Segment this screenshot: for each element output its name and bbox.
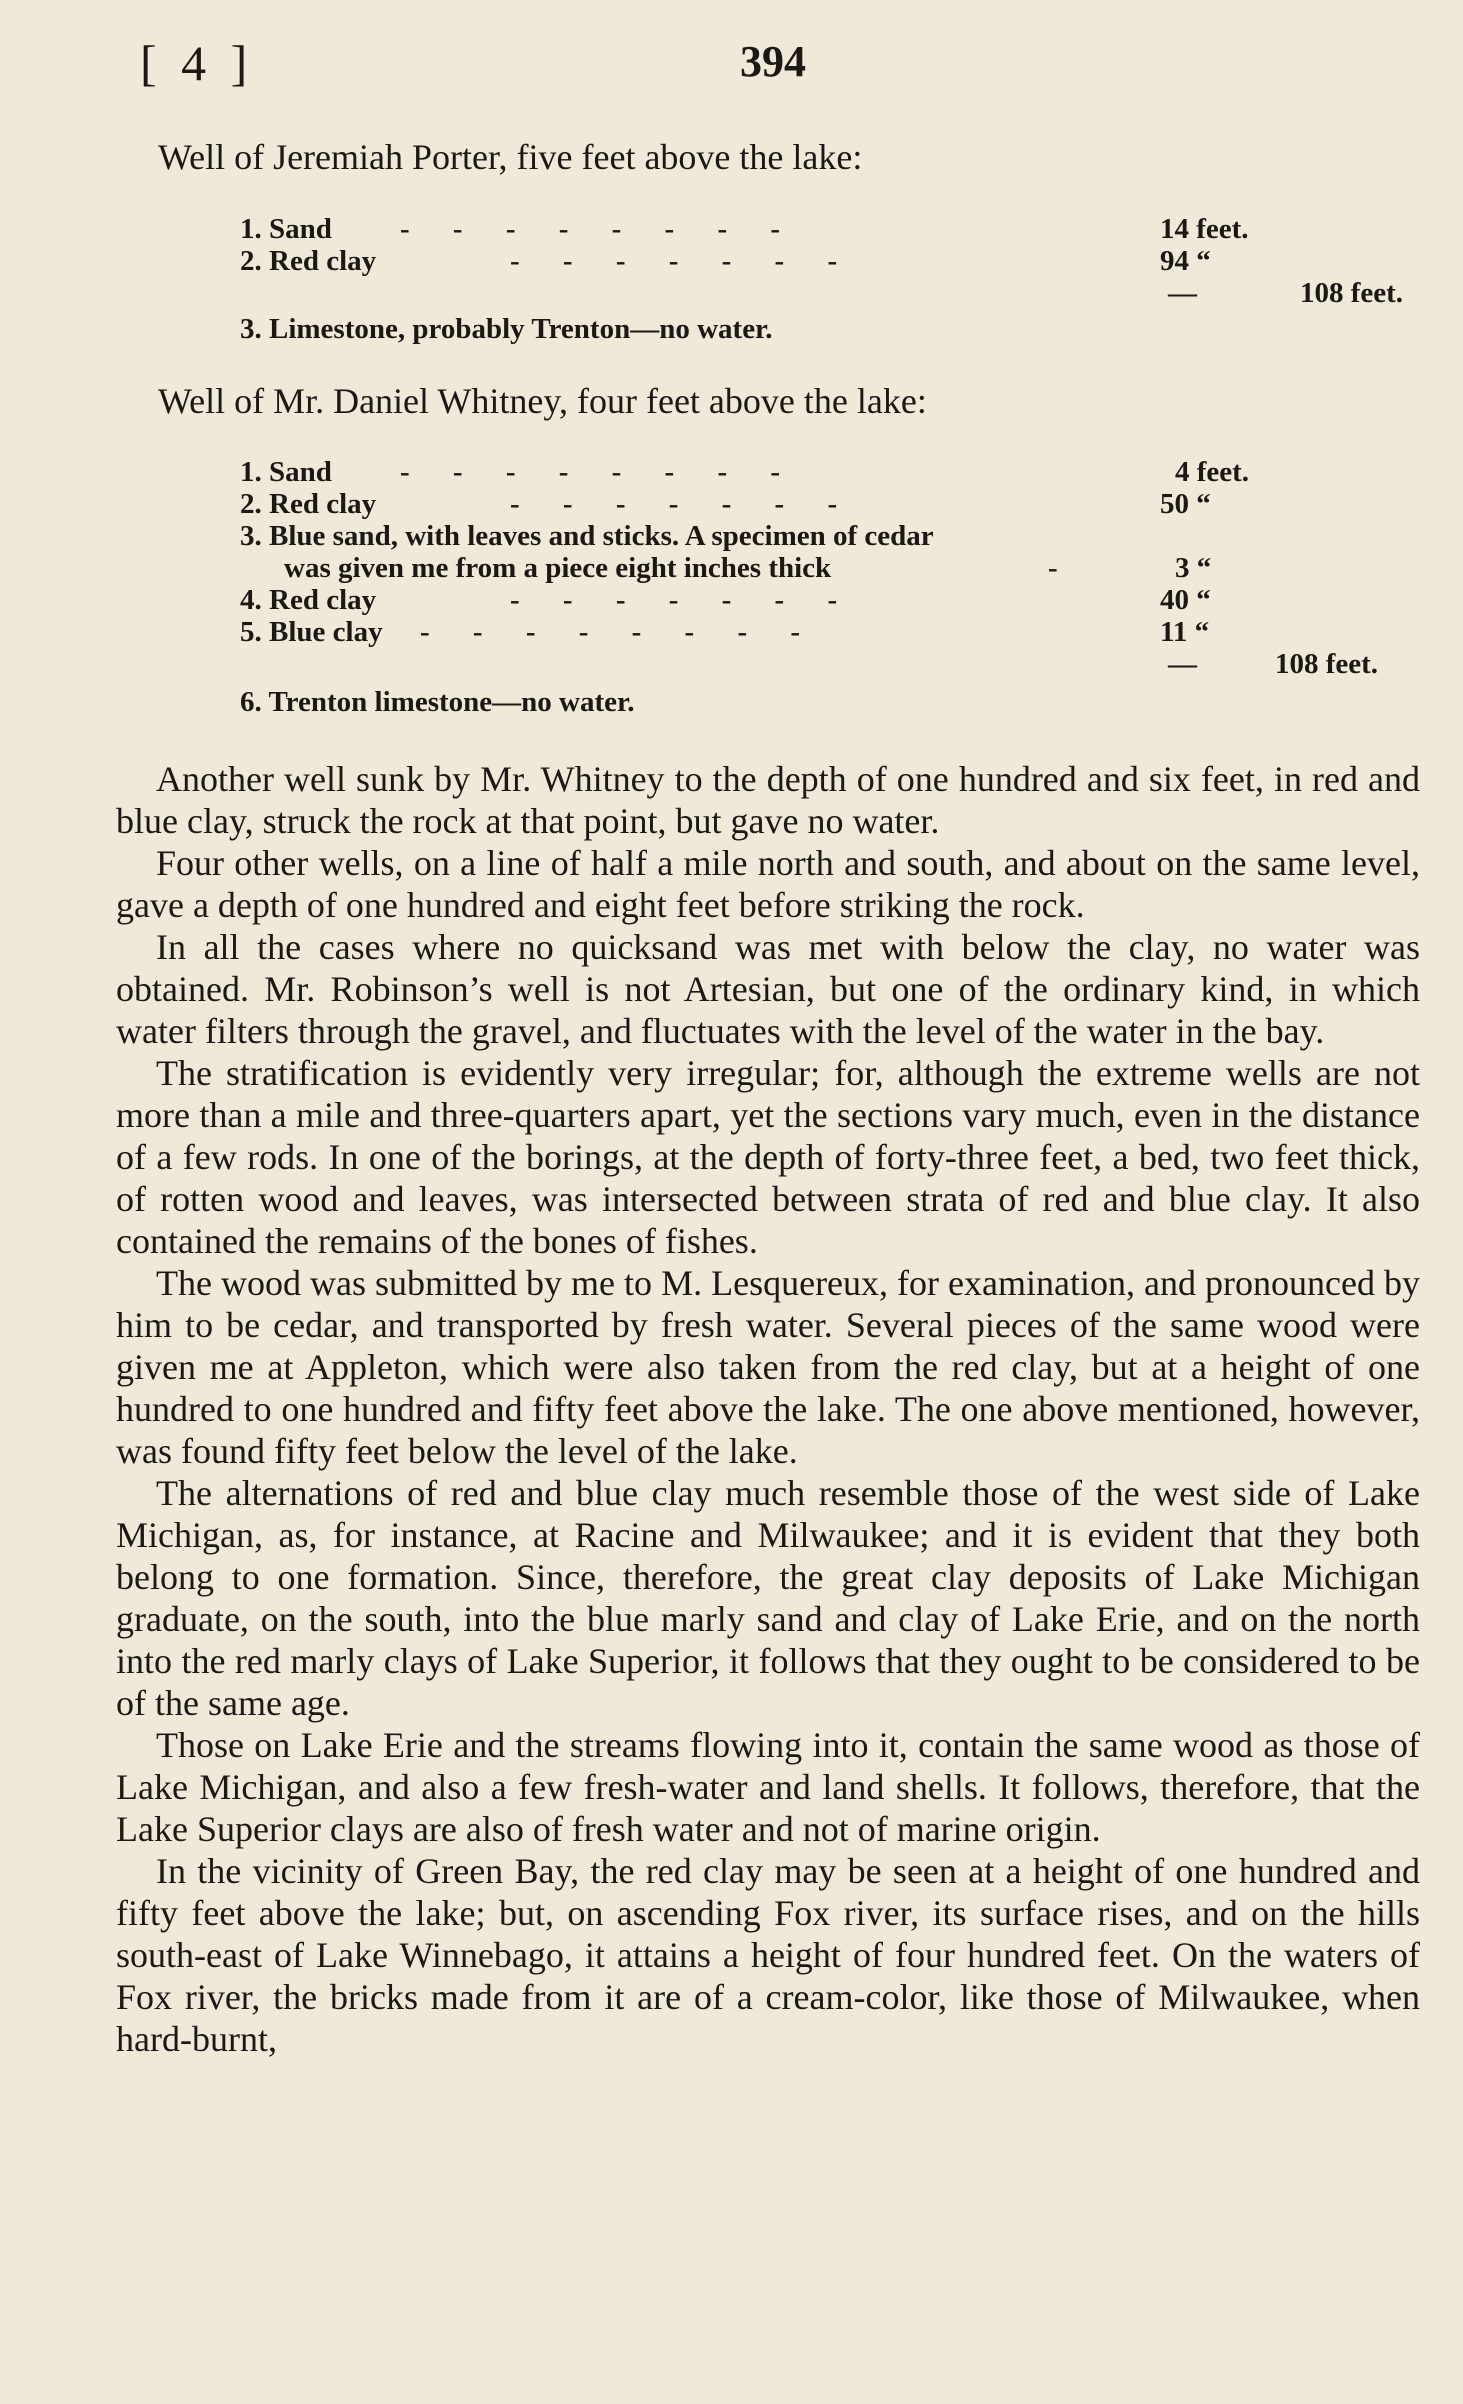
table-row (240, 313, 1400, 345)
table-row (240, 520, 1400, 552)
row-amount: 4 feet. (1175, 456, 1250, 488)
table-row (240, 552, 1400, 584)
table-row (240, 648, 1400, 680)
leader-dashes: - - - - - - - - (400, 213, 781, 245)
row-label: 5. Blue clay (240, 616, 383, 648)
table-row (240, 213, 1400, 245)
page-header (130, 34, 1430, 94)
row-label: 1. Sand (240, 456, 332, 488)
table-row (240, 616, 1400, 648)
paragraph: The wood was submitted by me to M. Lesquereux, for examination, and pronounced by him to be cedar, and transported by fresh water. Several pieces of the same wood were given me at Appleton, which were also taken from the red clay, but at a height of one hundred to one hundred and fifty feet above the lake. The one above mentioned, however, was found fifty feet below the level of the lake. (116, 1263, 1420, 1471)
sum-rule: — (1168, 648, 1197, 680)
sum-rule: — (1168, 277, 1197, 309)
row-amount: 11 “ (1160, 616, 1210, 648)
page-number: 394 (740, 37, 806, 86)
table-row (240, 584, 1400, 616)
row-label: 2. Red clay (240, 245, 377, 277)
table-row (240, 277, 1404, 309)
row-amount: 94 “ (1160, 245, 1211, 277)
porter-well-table (240, 213, 1404, 345)
whitney-well-heading: Well of Mr. Daniel Whitney, four feet above the lake: (158, 381, 927, 421)
row-label: 3. Limestone, probably Trenton—no water. (240, 313, 773, 345)
paragraph: Four other wells, on a line of half a mile north and south, and about on the same level, gave a depth of one hundred and eight feet before striking the rock. (116, 843, 1420, 925)
leader-dashes: - - - - - - - - (400, 456, 781, 488)
row-label: 2. Red clay (240, 488, 377, 520)
paragraph: The stratification is evidently very irregular; for, although the extreme wells are not more than a mile and three-quarters apart, yet the sections vary much, even in the distance of a few rods. In one of the borings, at the depth of forty-three feet, a bed, two feet thick, of rotten wood and leaves, was intersected between strata of red and blue clay. It also contained the remains of the bones of fishes. (116, 1053, 1420, 1261)
row-amount: 3 “ (1175, 552, 1212, 584)
leader-dashes: - - - - - - - - (420, 616, 801, 648)
leader-dashes: - - - - - - - (510, 245, 838, 277)
table-row (240, 456, 1400, 488)
table-row (240, 488, 1400, 520)
leader-dashes: - - - - - - - (510, 584, 838, 616)
body-text (116, 758, 1420, 2060)
row-label: 4. Red clay (240, 584, 377, 616)
row-label: 1. Sand (240, 213, 332, 245)
row-label: was given me from a piece eight inches thick (284, 552, 832, 584)
row-label: 6. Trenton limestone—no water. (240, 686, 635, 718)
paragraph: In the vicinity of Green Bay, the red clay may be seen at a height of one hundred and fifty feet above the lake; but, on ascending Fox river, its surface rises, and on the hills south-east of Lake Winnebago, it attains a height of four hundred feet. On the waters of Fox river, the bricks made from it are of a cream-color, like those of Milwaukee, when hard-burnt, (116, 1851, 1420, 2059)
paragraph: Those on Lake Erie and the streams flowing into it, contain the same wood as those of Lake Michigan, and also a few fresh-water and land shells. It follows, therefore, that the Lake Superior clays are also of fresh water and not of marine origin. (116, 1725, 1420, 1849)
row-total: 108 feet. (1275, 648, 1379, 680)
row-amount: 50 “ (1160, 488, 1211, 520)
whitney-well-table (240, 456, 1400, 718)
row-amount: 14 feet. (1160, 213, 1249, 245)
leader-dashes: - - - - - - - (510, 488, 838, 520)
table-row (240, 686, 1400, 718)
row-amount: 40 “ (1160, 584, 1211, 616)
row-total: 108 feet. (1300, 277, 1404, 309)
bracket-number: [ 4 ] (140, 35, 254, 91)
paragraph: The alternations of red and blue clay much resemble those of the west side of Lake Michigan, as, for instance, at Racine and Milwaukee; and it is evident that they both belong to one formation. Since, therefore, the great clay deposits of Lake Michigan graduate, on the south, into the blue marly sand and clay of Lake Erie, and on the north into the red marly clays of Lake Superior, it follows that they ought to be considered to be of the same age. (116, 1473, 1420, 1723)
paragraph: Another well sunk by Mr. Whitney to the depth of one hundred and six feet, in red and blue clay, struck the rock at that point, but gave no water. (116, 759, 1420, 841)
leader-dashes: - (1048, 552, 1058, 584)
porter-well-heading: Well of Jeremiah Porter, five feet above the lake: (158, 137, 863, 177)
paragraph: In all the cases where no quicksand was met with below the clay, no water was obtained. Mr. Robinson’s well is not Artesian, but one of the ordinary kind, in which water filters through the gravel, and fluctuates with the level of the water in the bay. (116, 927, 1420, 1051)
row-label: 3. Blue sand, with leaves and sticks. A specimen of cedar (240, 520, 934, 552)
table-row (240, 245, 1400, 277)
